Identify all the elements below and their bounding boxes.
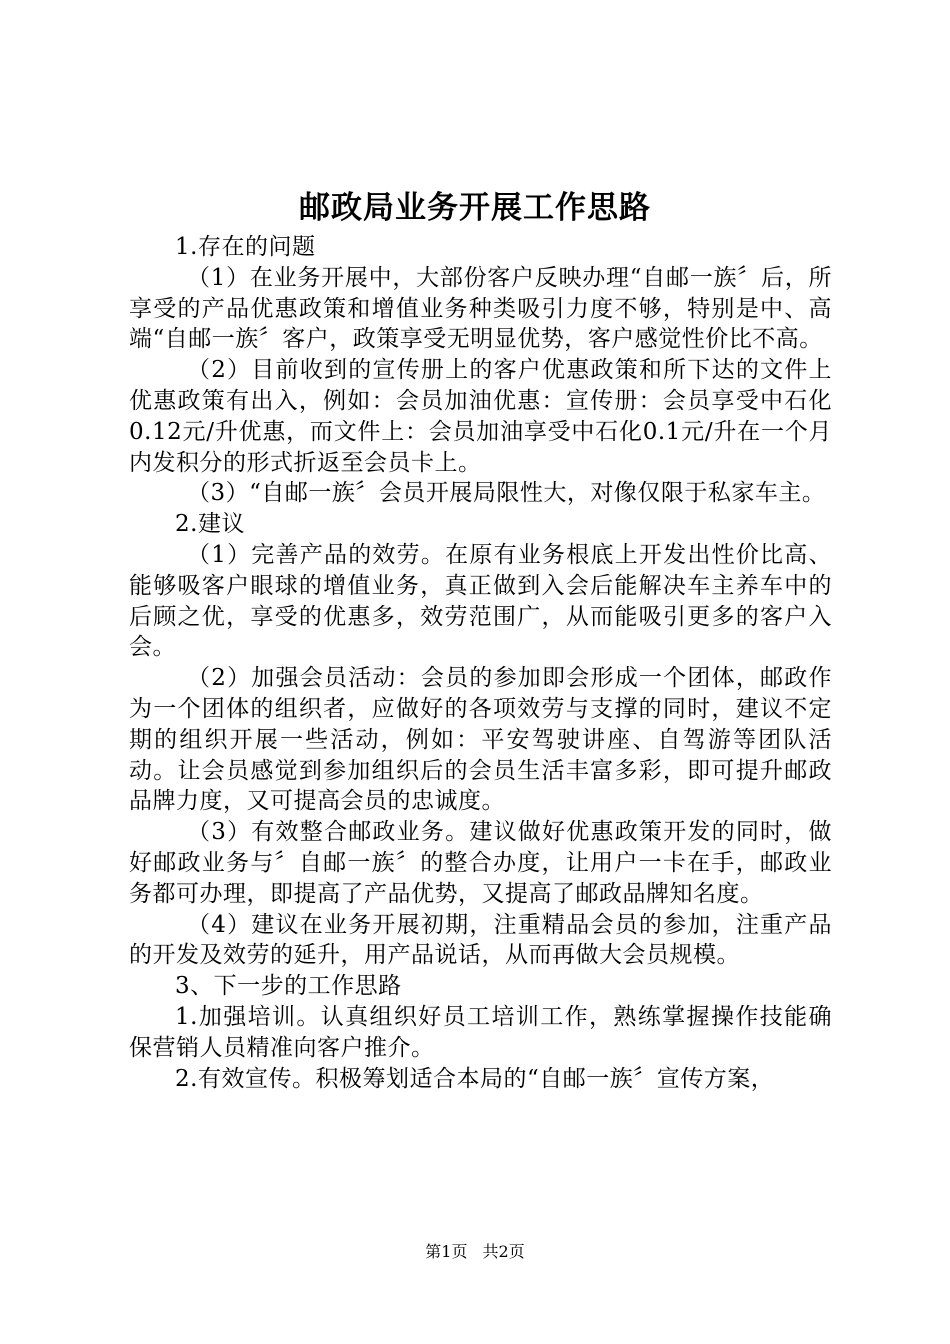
paragraph-problem-1: （1）在业务开展中，大部份客户反映办理“自邮一族〞后，所享受的产品优惠政策和增值业务种类吸引力度不够，特别是中、高端“自邮一族〞客户，政策享受无明显优势，客户感觉性价比不高。 [129,264,832,353]
page-number-current: 第1页 [425,1242,468,1261]
section-heading-suggestions: 2.建议 [175,511,245,538]
paragraph-suggestion-4: （4）建议在业务开展初期，注重精品会员的参加，注重产品的开发及效劳的延升，用产品说话，从而再做大会员规模。 [129,911,832,969]
paragraph-problem-2: （2）目前收到的宣传册上的客户优惠政策和所下达的文件上优惠政策有出入，例如：会员加油优惠：宣传册：会员享受中石化0.12元/升优惠，而文件上：会员加油享受中石化0.1元/升在一个月内发积分的形式折返至会员卡上。 [129,357,832,476]
paragraph-suggestion-3: （3）有效整合邮政业务。建议做好优惠政策开发的同时，做好邮政业务与〞自邮一族〞的整合办度，让用户一卡在手，邮政业务都可办理，即提高了产品优势，又提高了邮政品牌知名度。 [129,819,832,907]
paragraph-next-step-1: 1.加强培训。认真组织好员工培训工作，熟练掌握操作技能确保营销人员精准向客户推介。 [129,1003,832,1061]
paragraph-suggestion-2: （2）加强会员活动：会员的参加即会形成一个团体，邮政作为一个团体的组织者，应做好的各项效劳与支撑的同时，建议不定期的组织开展一些活动，例如：平安驾驶讲座、自驾游等团队活动。让会员感觉到参加组织后的会员生活丰富多彩，即可提升邮政品牌力度，又可提高会员的忠诚度。 [129,665,832,815]
section-heading-problems: 1.存在的问题 [175,234,316,260]
paragraph-problem-3: （3）“自邮一族〞会员开展局限性大，对像仅限于私家车主。 [187,480,826,507]
paragraph-suggestion-1: （1）完善产品的效劳。在原有业务根底上开发出性价比高、能够吸客户眼球的增值业务，真正做到入会后能解决车主养车中的后顾之优，享受的优惠多，效劳范围广，从而能吸引更多的客户入会。 [129,541,832,661]
page-number-total: 共2页 [482,1242,525,1261]
section-heading-next-steps: 3、下一步的工作思路 [175,973,402,1000]
document-title: 邮政局业务开展工作思路 [299,190,651,226]
page-footer [0,1240,950,1264]
paragraph-next-step-2: 2.有效宣传。积极筹划适合本局的“自邮一族〞宣传方案， [175,1065,775,1092]
document-body [129,232,832,1094]
